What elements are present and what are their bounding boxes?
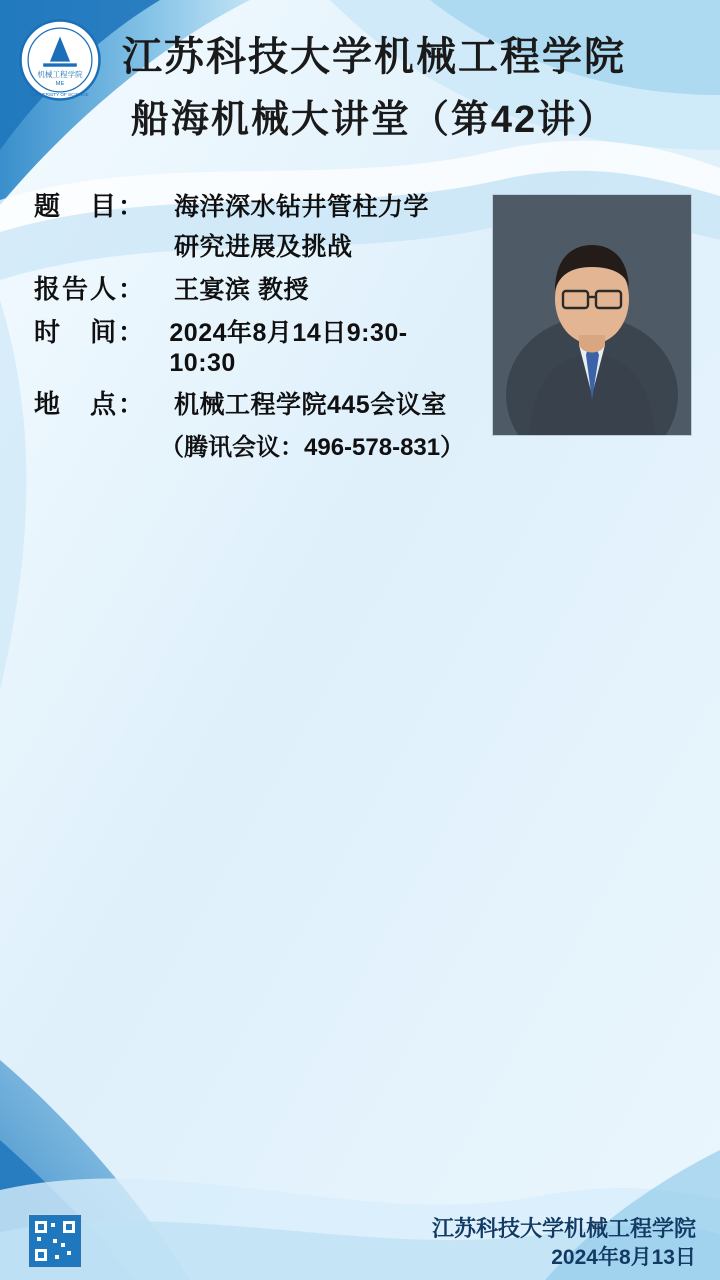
info-value-topic-line2: 研究进展及挑战: [174, 233, 353, 261]
info-label-speaker: 报告人：: [34, 274, 147, 304]
svg-text:机械工程学院: 机械工程学院: [37, 69, 83, 79]
svg-text:ME: ME: [55, 81, 65, 88]
online-meeting-id: （腾讯会议：496-578-831）: [160, 434, 465, 461]
title-block: [0, 14, 720, 148]
info-value-speaker: 王宴滨 教授: [174, 276, 309, 304]
info-rows: [34, 186, 464, 462]
poster-title-line-2: 船海机械大讲堂（第42讲）: [130, 99, 618, 141]
info-value-location: 机械工程学院445会议室: [174, 391, 447, 419]
info-label-location: 地 点：: [34, 389, 147, 419]
poster-header: [0, 0, 720, 172]
info-label-time: 时 间：: [34, 317, 147, 347]
footer-organization: 江苏科技大学机械工程学院: [431, 1216, 696, 1241]
footer-date: 2024年8月13日: [551, 1246, 696, 1269]
svg-text:UNIVERSITY OF SCIENCE: UNIVERSITY OF SCIENCE: [31, 92, 89, 98]
poster-title-line-1: 江苏科技大学机械工程学院: [122, 35, 626, 79]
speaker-portrait: [492, 194, 692, 436]
poster-footer: [0, 1202, 720, 1280]
lecture-info: [0, 186, 720, 486]
info-row-speaker: [34, 269, 464, 306]
info-row-location: [34, 384, 464, 421]
info-value-topic: 海洋深水钻井管柱力学: [174, 193, 430, 221]
info-label-topic: 题 目：: [34, 191, 147, 221]
footer-text: [432, 1214, 696, 1272]
university-logo: [18, 18, 102, 102]
info-row-time: [34, 312, 464, 378]
info-value-time: 2024年8月14日9:30-10:30: [169, 319, 408, 377]
wechat-qr-code-icon[interactable]: [28, 1214, 82, 1268]
info-row-topic: [34, 186, 464, 223]
